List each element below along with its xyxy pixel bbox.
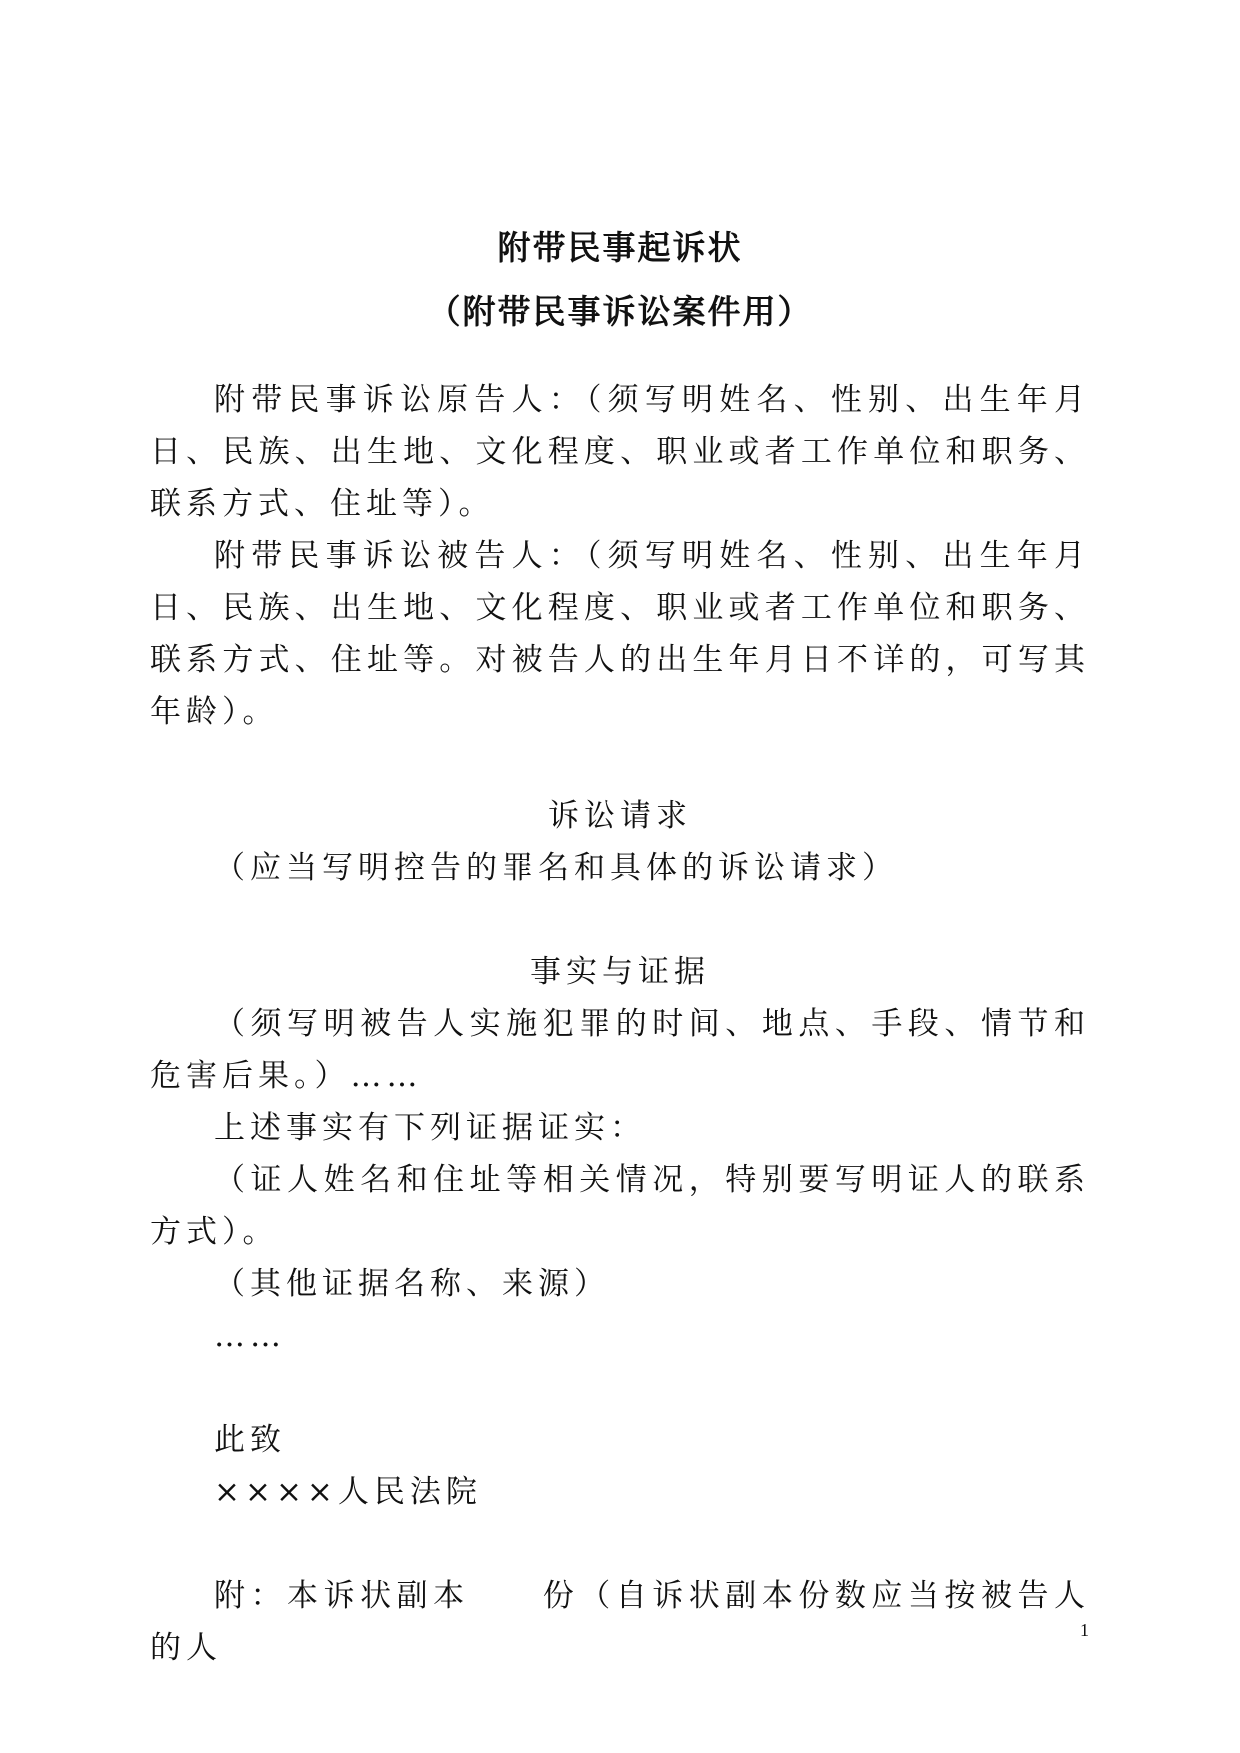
document-title: 附带民事起诉状 [497, 228, 743, 267]
evidence-ellipsis: …… [214, 1318, 286, 1354]
salutation: 此致 [214, 1422, 286, 1458]
attachment-line: 附：本诉状副本 份（自诉状副本份数应当按被告人的人 [150, 1578, 1090, 1666]
other-evidence: （其他证据名称、来源） [214, 1266, 610, 1302]
claims-note: （应当写明控告的罪名和具体的诉讼请求） [214, 850, 898, 886]
witness-note: （证人姓名和住址等相关情况，特别要写明证人的联系方式）。 [150, 1162, 1090, 1250]
evidence-intro: 上述事实有下列证据证实： [214, 1110, 646, 1146]
defendant-paragraph: 附带民事诉讼被告人：（须写明姓名、性别、出生年月日、民族、出生地、文化程度、职业或者工作单位和职务、联系方式、住址等。对被告人的出生年月日不详的，可写其年龄）。 [150, 538, 1090, 730]
facts-note: （须写明被告人实施犯罪的时间、地点、手段、情节和危害后果。）…… [150, 1006, 1090, 1094]
spacer [150, 1518, 1090, 1570]
court-name: ××××人民法院 [214, 1474, 482, 1510]
page-number: 1 [1080, 1620, 1089, 1640]
document-subtitle: （附带民事诉讼案件用） [427, 292, 813, 331]
spacer [150, 894, 1090, 946]
spacer [150, 738, 1090, 790]
claims-heading: 诉讼请求 [548, 798, 692, 834]
facts-heading: 事实与证据 [530, 954, 710, 990]
document-body [150, 374, 1090, 1674]
spacer [150, 1362, 1090, 1414]
plaintiff-paragraph: 附带民事诉讼原告人：（须写明姓名、性别、出生年月日、民族、出生地、文化程度、职业或者工作单位和职务、联系方式、住址等）。 [150, 382, 1090, 522]
